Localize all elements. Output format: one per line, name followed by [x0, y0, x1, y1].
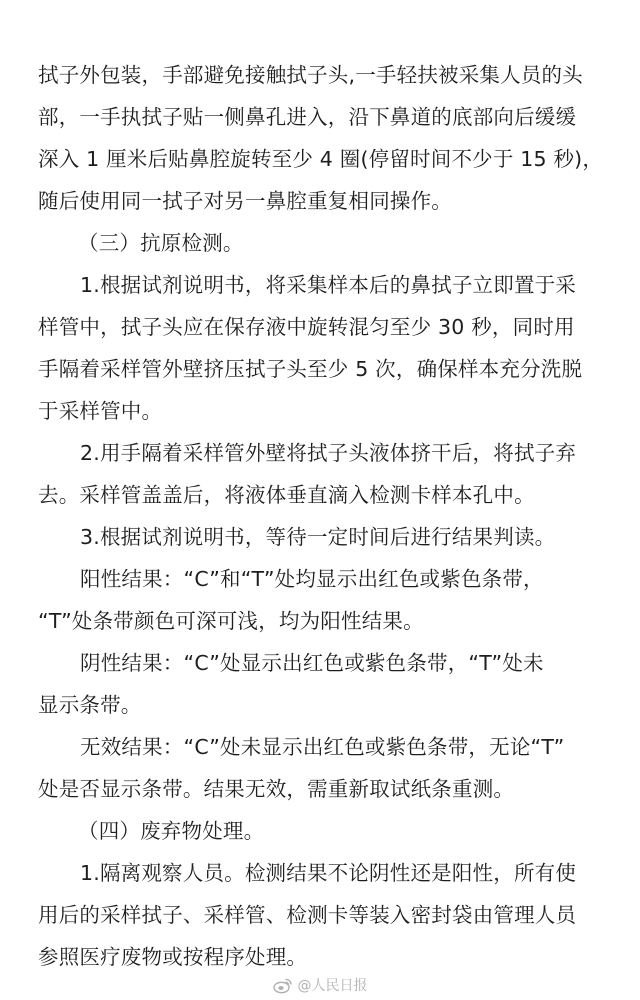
text-line: 深入 1 厘米后贴鼻腔旋转至少 4 圈(停留时间不少于 15 秒)，: [38, 147, 604, 171]
watermark: [0, 972, 640, 998]
watermark-text: @人民日报: [297, 978, 368, 994]
text-line: “T”处条带颜色可深可浅，均为阳性结果。: [38, 609, 424, 633]
section-heading: （三）抗原检测。: [78, 231, 244, 255]
text-line: 手隔着采样管外壁挤压拭子头至少 5 次，确保样本充分洗脱: [38, 357, 583, 381]
text-line: 去。采样管盖盖后，将液体垂直滴入检测卡样本孔中。: [38, 483, 535, 507]
text-line: 1.隔离观察人员。检测结果不论阴性还是阳性，所有使: [80, 861, 577, 885]
text-line: 样管中，拭子头应在保存液中旋转混匀至少 30 秒，同时用: [38, 315, 575, 339]
text-line: 部，一手执拭子贴一侧鼻孔进入，沿下鼻道的底部向后缓缓: [38, 105, 577, 129]
weibo-icon: [273, 977, 293, 994]
text-line: 参照医疗废物或按程序处理。: [38, 945, 308, 969]
text-line: 处是否显示条带。结果无效，需重新取试纸条重测。: [38, 777, 515, 801]
section-heading: （四）废弃物处理。: [78, 819, 265, 843]
text-line: 用后的采样拭子、采样管、检测卡等装入密封袋由管理人员: [38, 903, 577, 927]
text-line: 阳性结果：“C”和“T”处均显示出红色或紫色条带，: [80, 567, 544, 591]
text-line: 显示条带。: [38, 693, 142, 717]
text-line: 随后使用同一拭子对另一鼻腔重复相同操作。: [38, 189, 452, 213]
text-line: 拭子外包装，手部避免接触拭子头,一手轻扶被采集人员的头: [38, 63, 583, 87]
text-line: 于采样管中。: [38, 399, 163, 423]
text-line: 1.根据试剂说明书，将采集样本后的鼻拭子立即置于采: [80, 273, 577, 297]
text-line: 阴性结果：“C”处显示出红色或紫色条带，“T”处未: [80, 651, 544, 675]
text-line: 3.根据试剂说明书，等待一定时间后进行结果判读。: [80, 525, 556, 549]
text-line: 无效结果：“C”处未显示出红色或紫色条带，无论“T”: [80, 735, 565, 759]
text-line: 2.用手隔着采样管外壁将拭子头液体挤干后，将拭子弃: [80, 441, 577, 465]
